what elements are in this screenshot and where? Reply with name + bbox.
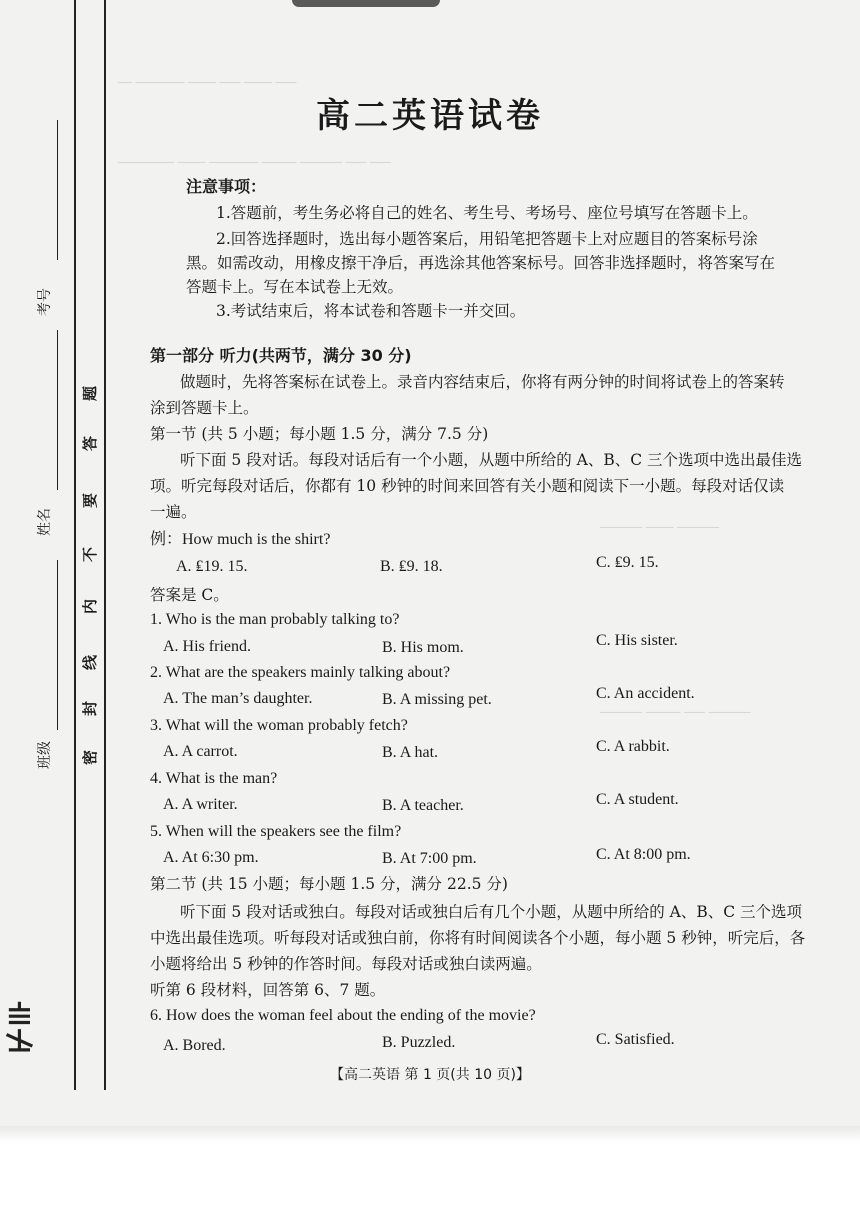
- section2-intro: 中选出最佳选项。听每段对话或独白前，你将有时间阅读各个小题，每小题 5 秒钟，听完后，各: [150, 929, 806, 947]
- section1-heading: 第一节 (共 5 小题；每小题 1.5 分，满分 7.5 分): [150, 425, 489, 443]
- notice-line: 1.答题前，考生务必将自己的姓名、考生号、考场号、座位号填写在答题卡上。: [216, 204, 758, 222]
- option-b: B. A missing pet.: [382, 691, 492, 708]
- section1-intro: 听下面 5 段对话。每段对话后有一个小题，从题中所给的 A、B、C 三个选项中选出最佳选: [180, 451, 803, 469]
- seal-char-6: 线: [81, 654, 100, 671]
- seal-char-7: 封: [81, 700, 100, 717]
- name-blank: [57, 330, 58, 490]
- exam-title: 高二英语试卷: [316, 96, 544, 136]
- option-c: C. At 8:00 pm.: [596, 846, 691, 863]
- question-text: 2. What are the speakers mainly talking about?: [150, 664, 451, 681]
- option-c: C. Satisfied.: [596, 1031, 675, 1048]
- option-a: A. The man’s daughter.: [163, 690, 313, 707]
- question-text: 5. When will the speakers see the film?: [150, 823, 402, 840]
- section2-intro: 小题将给出 5 秒钟的作答时间。每段对话或独白读两遍。: [150, 955, 542, 973]
- option-b: B. A teacher.: [382, 797, 464, 814]
- option-a: A. At 6:30 pm.: [163, 849, 259, 866]
- class-label: 班级: [37, 741, 53, 769]
- option-c: C. His sister.: [596, 632, 678, 649]
- part1-heading: 第一部分 听力(共两节，满分 30 分): [150, 346, 412, 365]
- question-text: 3. What will the woman probably fetch?: [150, 717, 408, 734]
- bleed-through-text: __ _______ ____ ___ ____ ___: [118, 70, 297, 85]
- notice-heading: 注意事项：: [186, 177, 267, 196]
- seal-char-8: 密: [81, 749, 100, 766]
- seal-char-4: 不: [81, 546, 100, 563]
- part1-intro: 涂到答题卡上。: [150, 399, 259, 417]
- notice-line: 黑。如需改动，用橡皮擦干净后，再选涂其他答案标号。回答非选择题时，将答案写在: [186, 254, 776, 272]
- example-answer: 答案是 C。: [150, 586, 229, 604]
- part1-intro: 做题时，先将答案标在试卷上。录音内容结束后，你将有两分钟的时间将试卷上的答案转: [180, 373, 785, 391]
- option-c: C. A student.: [596, 791, 679, 808]
- option-b: B. ₤9. 18.: [380, 558, 443, 575]
- exam-number-label: 考号: [37, 288, 53, 316]
- option-c: C. An accident.: [596, 685, 695, 702]
- option-a: A. A writer.: [163, 796, 238, 813]
- binding-mark: [292, 0, 440, 7]
- margin-line-right: [104, 0, 106, 1090]
- handwritten-mark: ⊬⊪: [3, 999, 38, 1054]
- question-text: 6. How does the woman feel about the ending of the movie?: [150, 1007, 536, 1024]
- option-c: C. ₤9. 15.: [596, 554, 659, 571]
- seal-char-1: 题: [81, 385, 100, 402]
- notice-line: 答题卡上。写在本试卷上无效。: [186, 278, 404, 296]
- question-text: 4. What is the man?: [150, 770, 278, 787]
- option-b: B. At 7:00 pm.: [382, 850, 477, 867]
- exam-number-blank: [57, 120, 58, 260]
- class-blank: [57, 560, 58, 730]
- seal-char-3: 要: [81, 492, 100, 509]
- material-instruction: 听第 6 段材料，回答第 6、7 题。: [150, 981, 386, 999]
- question-text: 1. Who is the man probably talking to?: [150, 611, 400, 628]
- option-c: C. A rabbit.: [596, 738, 670, 755]
- section2-heading: 第二节 (共 15 小题；每小题 1.5 分，满分 22.5 分): [150, 875, 508, 893]
- example-question: 例：How much is the shirt?: [150, 531, 331, 548]
- name-label: 姓名: [37, 508, 53, 536]
- bleed-through-text: ______ ____ ______: [600, 515, 719, 530]
- option-a: A. Bored.: [163, 1037, 226, 1054]
- option-b: B. His mom.: [382, 639, 464, 656]
- option-b: B. Puzzled.: [382, 1034, 456, 1051]
- margin-line-left: [74, 0, 76, 1090]
- seal-char-2: 答: [81, 435, 100, 452]
- notice-line: 2.回答选择题时，选出每小题答案后，用铅笔把答题卡上对应题目的答案标号涂: [216, 230, 758, 248]
- option-a: A. ₤19. 15.: [176, 558, 248, 575]
- bleed-through-text: ________ ____ _______ _____ ______ ___ ___: [118, 150, 391, 165]
- scan-edge: [0, 1126, 860, 1142]
- section2-intro: 听下面 5 段对话或独白。每段对话或独白后有几个小题，从题中所给的 A、B、C 三个选项: [180, 903, 803, 921]
- section1-intro: 项。听完每段对话后，你都有 10 秒钟的时间来回答有关小题和阅读下一小题。每段对话仅读: [150, 477, 785, 495]
- section1-intro: 一遍。: [150, 503, 197, 521]
- notice-line: 3.考试结束后，将本试卷和答题卡一并交回。: [216, 302, 526, 320]
- option-b: B. A hat.: [382, 744, 439, 761]
- page-footer: 【高二英语 第 1 页(共 10 页)】: [330, 1067, 530, 1083]
- option-a: A. A carrot.: [163, 743, 238, 760]
- bleed-through-text: ______ _____ ___ ______: [600, 700, 751, 715]
- seal-char-5: 内: [81, 598, 100, 615]
- option-a: A. His friend.: [163, 638, 251, 655]
